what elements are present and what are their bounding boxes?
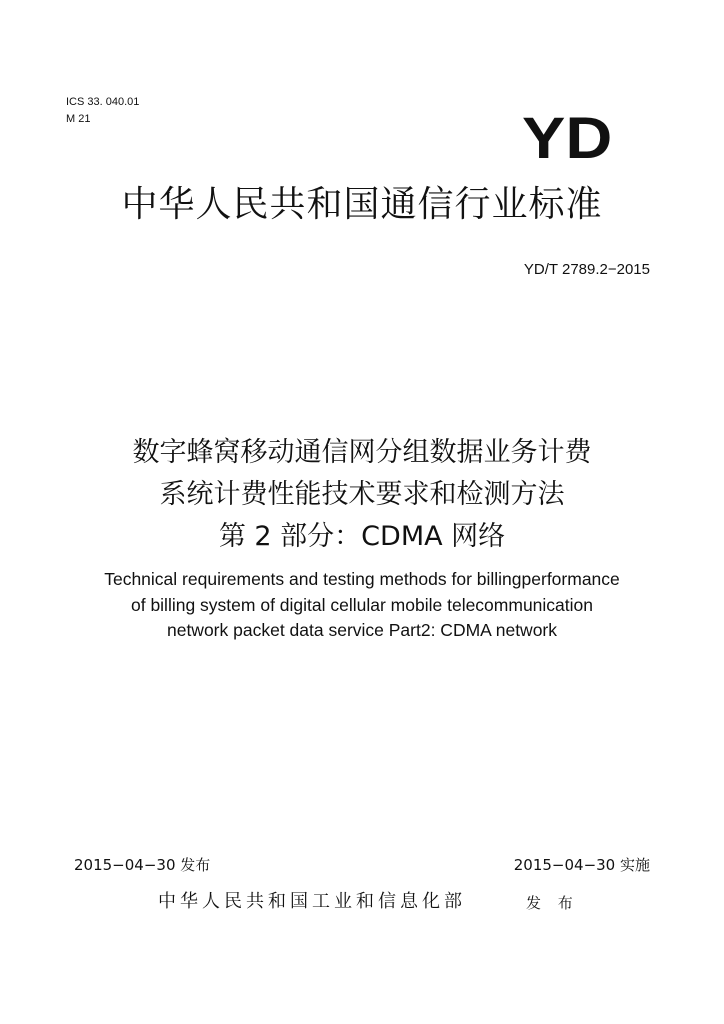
implementation-date: 2015−04−30 实施	[513, 856, 650, 874]
header-divider	[62, 288, 662, 289]
english-title-line-1: Technical requirements and testing methods for billingperformance	[104, 569, 620, 589]
yd-logo: YD	[522, 106, 613, 171]
ics-code: ICS 33. 040.01	[66, 96, 140, 108]
english-title-line-2: of billing system of digital cellular mobile telecommunication	[130, 595, 593, 615]
english-title-line-3: network packet data service Part2: CDMA network	[166, 620, 558, 640]
publish-date: 2015−04−30 发布	[74, 856, 211, 874]
standard-number: YD/T 2789.2−2015	[523, 261, 650, 278]
chinese-title-line-3: 第 2 部分：CDMA 网络	[218, 521, 506, 552]
publisher-name: 中华人民共和国工业和信息化部	[158, 891, 466, 912]
classification-code: M 21	[66, 113, 91, 125]
standard-category-title: 中华人民共和国通信行业标准	[121, 184, 603, 225]
chinese-title-line-2: 系统计费性能技术要求和检测方法	[159, 479, 565, 510]
publish-label: 发 布	[526, 894, 579, 912]
chinese-title-line-1: 数字蜂窝移动通信网分组数据业务计费	[132, 437, 592, 468]
